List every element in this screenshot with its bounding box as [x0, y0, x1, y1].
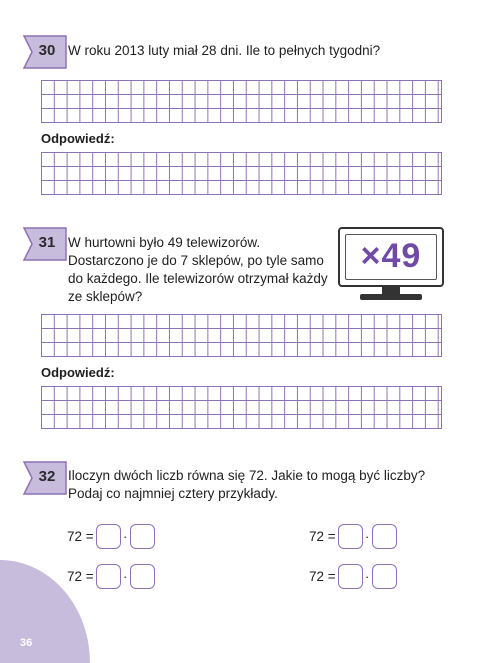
tv-stand [360, 294, 422, 300]
factor-input-box[interactable] [372, 564, 397, 589]
equation-lhs: 72 = [309, 568, 336, 584]
factor-input-box[interactable] [372, 524, 397, 549]
q30-text: W roku 2013 luty miał 28 dni. Ile to pełnych tygodni? [68, 43, 381, 58]
q31-line-1: W hurtowni było 49 telewizorów. [68, 235, 261, 250]
q30-number: 30 [38, 42, 56, 59]
factor-input-box[interactable] [130, 564, 155, 589]
q30-answer-grid[interactable] [41, 152, 442, 195]
tv-label: ×49 [360, 237, 422, 275]
q31-number: 31 [38, 234, 56, 251]
q30-answer-label: Odpowiedź: [41, 131, 115, 146]
q31-work-grid[interactable] [41, 314, 442, 357]
q31-answer-label: Odpowiedź: [41, 365, 115, 380]
factor-input-box[interactable] [96, 564, 121, 589]
multiply-dot: · [122, 528, 128, 544]
factor-input-box[interactable] [130, 524, 155, 549]
factor-input-box[interactable] [338, 564, 363, 589]
multiply-dot: · [122, 568, 128, 584]
q32-equation-1 [67, 522, 155, 550]
q32-line-1: Iloczyn dwóch liczb równa się 72. Jakie to mogą być liczby? [68, 468, 426, 483]
factor-input-box[interactable] [96, 524, 121, 549]
q30-number-badge [22, 34, 68, 70]
q31-text [68, 234, 328, 306]
q31-line-4: ze sklepów? [68, 289, 143, 304]
q31-number-badge [22, 226, 68, 262]
q31-line-2: Dostarczono je do 7 sklepów, po tyle samo [68, 253, 324, 268]
multiply-dot: · [364, 528, 370, 544]
q30-work-grid[interactable] [41, 80, 442, 123]
q32-text [68, 467, 425, 503]
q32-equation-4 [309, 562, 397, 590]
equation-lhs: 72 = [67, 528, 94, 544]
equation-lhs: 72 = [309, 528, 336, 544]
q31-answer-grid[interactable] [41, 386, 442, 429]
q31-line-3: do każdego. Ile telewizorów otrzymał każdy [68, 271, 328, 286]
factor-input-box[interactable] [338, 524, 363, 549]
tv-illustration [338, 227, 444, 303]
multiply-dot: · [364, 568, 370, 584]
q32-number-badge [22, 460, 68, 496]
page-number: 36 [20, 637, 33, 649]
q32-equation-3 [309, 522, 397, 550]
q32-number: 32 [38, 468, 56, 485]
q32-equation-2 [67, 562, 155, 590]
q32-line-2: Podaj co najmniej cztery przykłady. [68, 486, 278, 501]
equation-lhs: 72 = [67, 568, 94, 584]
